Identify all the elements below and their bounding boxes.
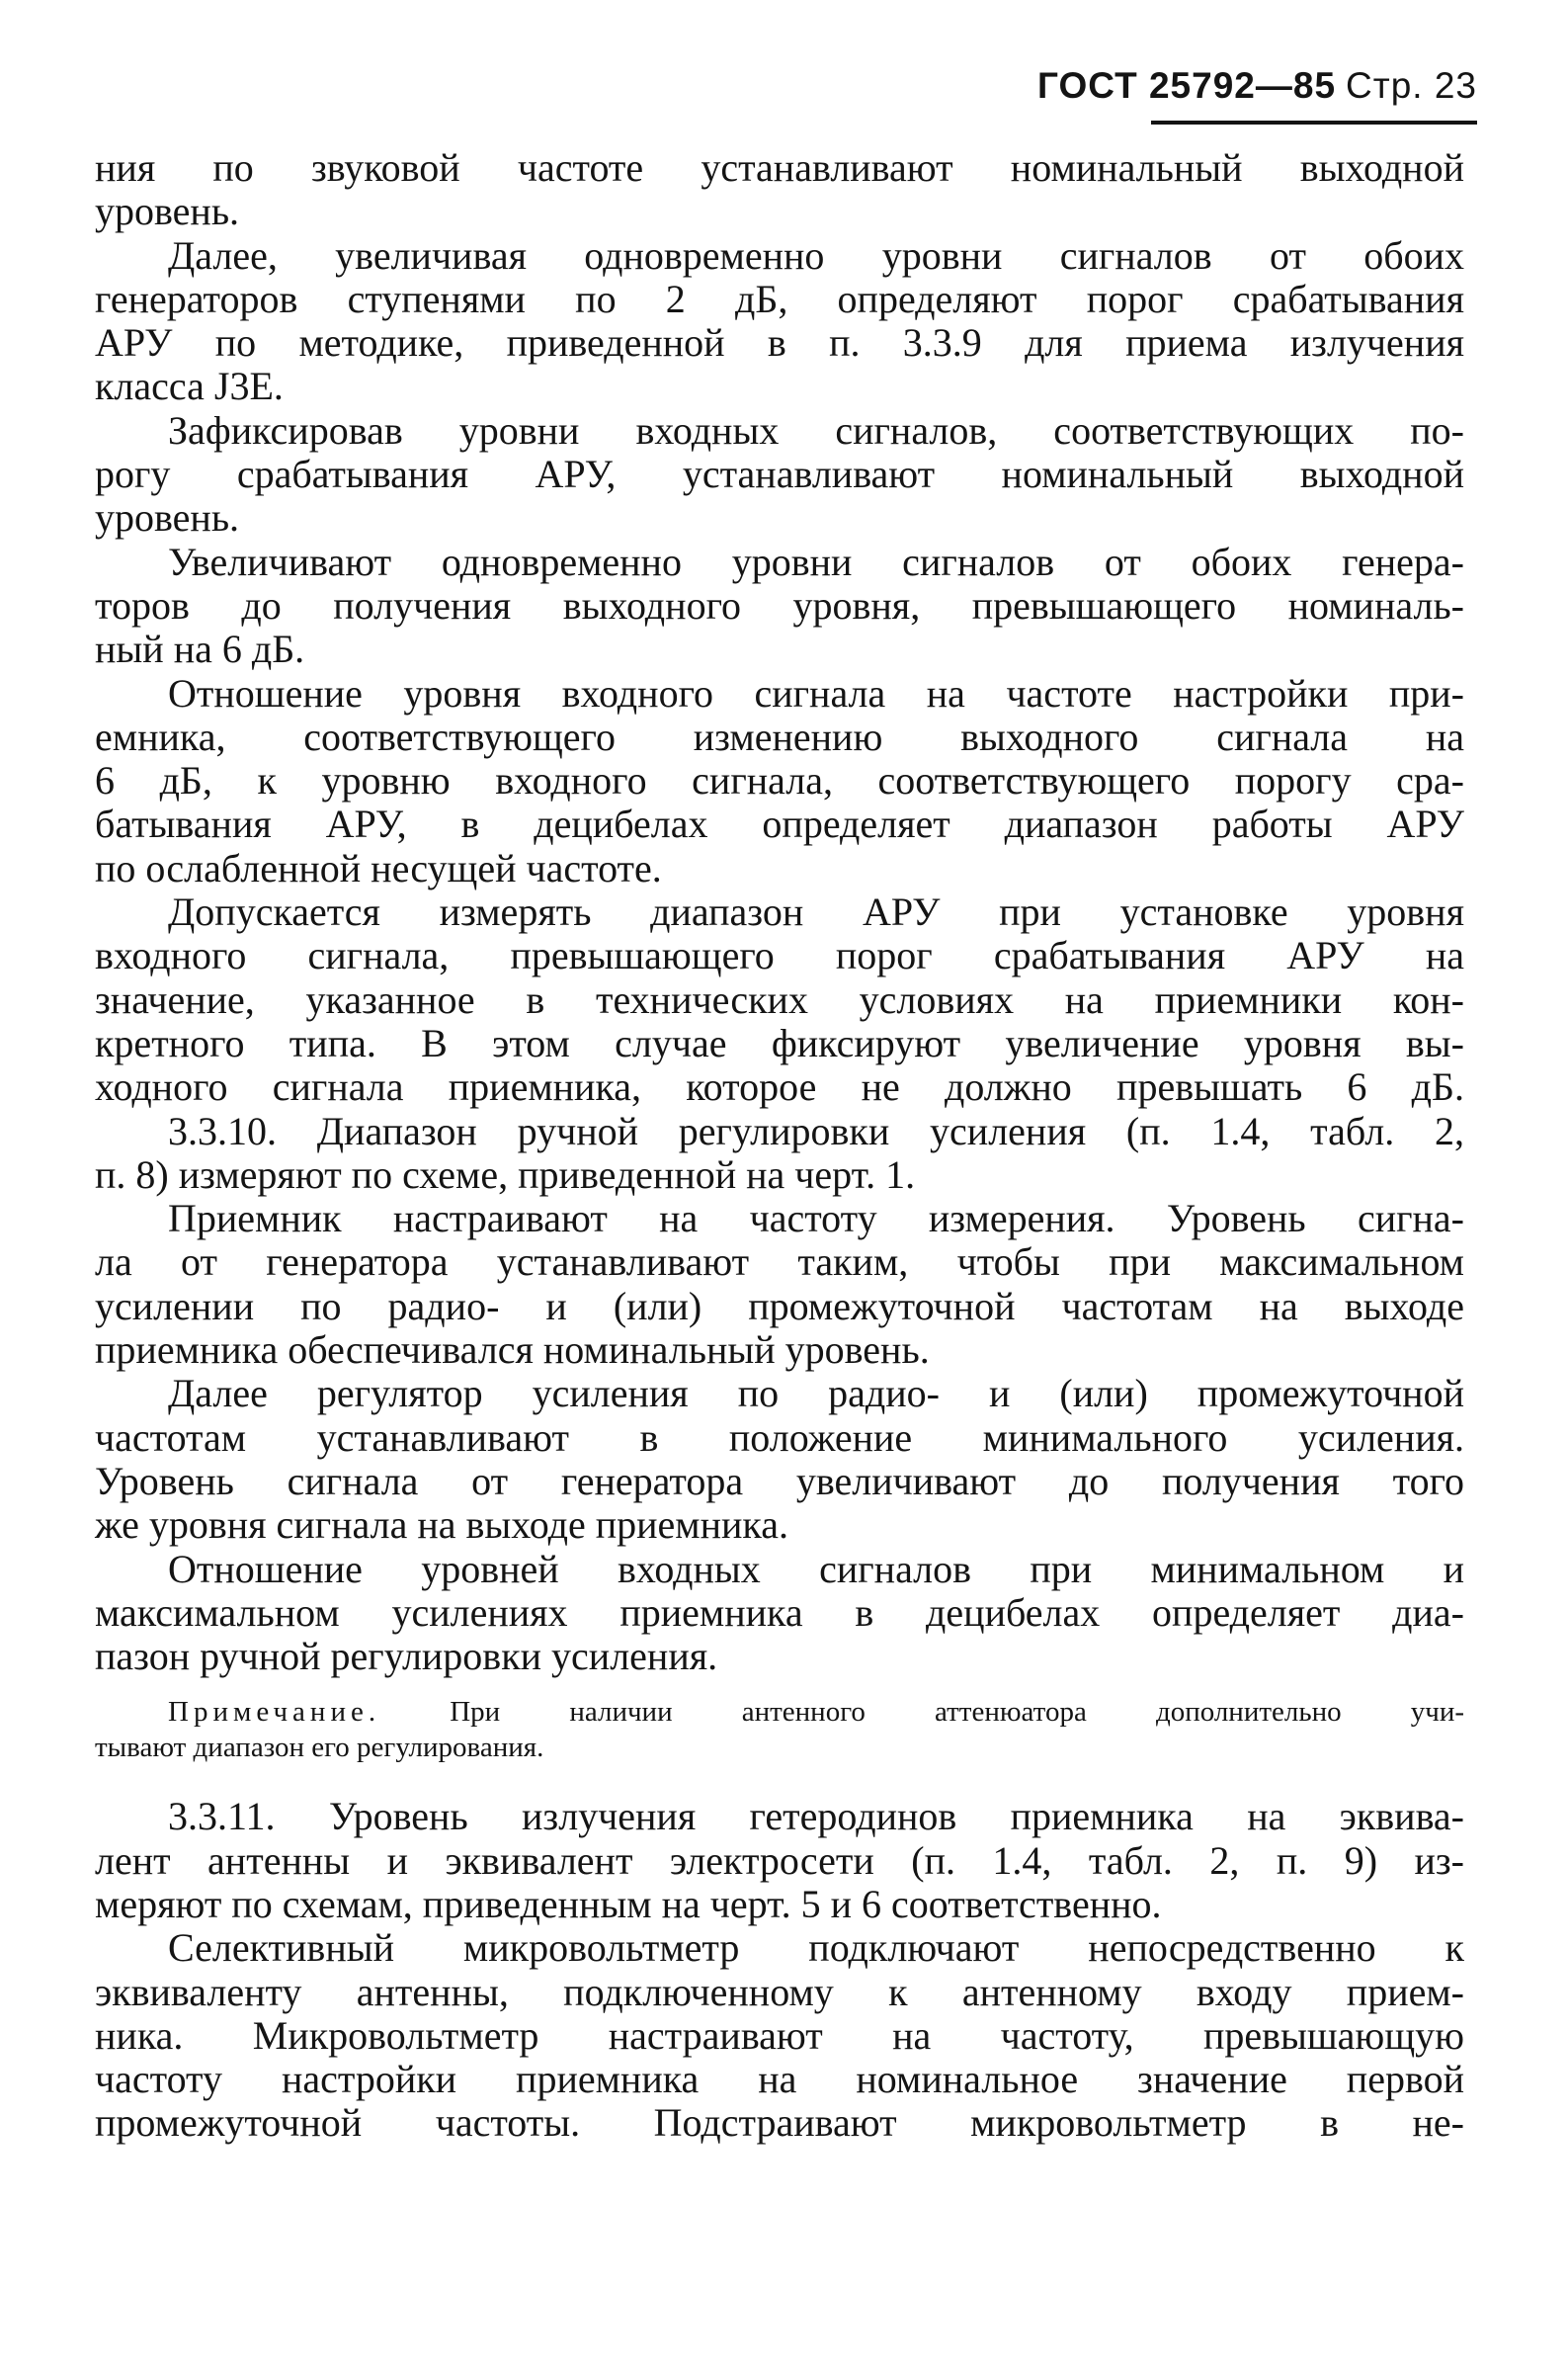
text-line: батывания АРУ, в децибелах определяет диапазон работы АРУ — [95, 802, 1464, 847]
text-line: промежуточной частоты. Подстраивают микровольтметр в не- — [95, 2100, 1464, 2146]
text-line: 6 дБ, к уровню входного сигнала, соответствующего порогу сра- — [95, 758, 1464, 804]
note-label: Примечание. — [168, 1696, 381, 1729]
page-number: Стр. 23 — [1346, 65, 1477, 106]
text-line: класса J3E. — [95, 364, 284, 409]
text-line: Приемник настраивают на частоту измерения. Уровень сигна- — [168, 1196, 1464, 1241]
note — [95, 1694, 1464, 1730]
text-line: рогу срабатывания АРУ, устанавливают номинальный выходной — [95, 452, 1464, 497]
text-line: АРУ по методике, приведенной в п. 3.3.9 для приема излучения — [95, 320, 1464, 366]
text-line: Увеличивают одновременно уровни сигналов от обоих генера- — [168, 539, 1464, 584]
text-line: лент антенны и эквивалент электросети (п. 1.4, табл. 2, п. 9) из- — [95, 1837, 1464, 1883]
text-line: значение, указанное в технических условиях на приемники кон- — [95, 976, 1464, 1022]
text-line: Селективный микровольтметр подключают непосредственно к — [168, 1925, 1464, 1971]
doc-code: ГОСТ 25792—85 — [1037, 65, 1337, 106]
text-line: Далее, увеличивая одновременно уровни сигналов от обоих — [168, 232, 1464, 278]
text-line: Зафиксировав уровни входных сигналов, соответствующих по- — [168, 407, 1464, 453]
text-line: приемника обеспечивался номинальный уровень. — [95, 1327, 930, 1373]
text-line: частоту настройки приемника на номинальное значение первой — [95, 2057, 1464, 2102]
text-line: Уровень сигнала от генератора увеличивают до получения того — [95, 1458, 1464, 1503]
text-line: максимальном усилениях приемника в децибелах определяет диа- — [95, 1589, 1464, 1635]
text-line: Отношение уровня входного сигнала на частоте настройки при- — [168, 670, 1464, 716]
text-line: 3.3.11. Уровень излучения гетеродинов приемника на эквива- — [168, 1794, 1464, 1839]
text-line: емника, соответствующего изменению выходного сигнала на — [95, 714, 1464, 759]
page-body — [95, 146, 1464, 2146]
text-line: же уровня сигнала на выходе приемника. — [95, 1502, 788, 1548]
text-line: меряют по схемам, приведенным на черт. 5 и 6 соответственно. — [95, 1881, 1162, 1926]
text-line: торов до получения выходного уровня, превышающего номиналь- — [95, 582, 1464, 628]
header-rule — [1151, 121, 1477, 125]
text-line: кретного типа. В этом случае фиксируют увеличение уровня вы- — [95, 1020, 1464, 1065]
page-header — [1023, 65, 1477, 134]
text-line: входного сигнала, превышающего порог срабатывания АРУ на — [95, 933, 1464, 978]
note-line: тывают диапазон его регулирования. — [95, 1732, 544, 1764]
text-line: ния по звуковой частоте устанавливают номинальный выходной — [95, 145, 1464, 190]
text-line: уровень. — [95, 189, 240, 234]
text-line: ника. Микровольтметр настраивают на частоту, превышающую — [95, 2012, 1464, 2058]
text-line: уровень. — [95, 495, 240, 541]
text-line: ный на 6 дБ. — [95, 627, 305, 672]
text-line: по ослабленной несущей частоте. — [95, 845, 662, 890]
header-title — [1037, 65, 1477, 107]
text-line: эквиваленту антенны, подключенному к антенному входу прием- — [95, 1969, 1464, 2014]
text-line: пазон ручной регулировки усиления. — [95, 1634, 718, 1679]
text-line: генераторов ступенями по 2 дБ, определяют порог срабатывания — [95, 276, 1464, 321]
text-line: ходного сигнала приемника, которое не должно превышать 6 дБ. — [95, 1064, 1464, 1110]
text-line: частотам устанавливают в положение минимального усиления. — [95, 1414, 1464, 1460]
text-line: 3.3.10. Диапазон ручной регулировки усиления (п. 1.4, табл. 2, — [168, 1108, 1464, 1153]
text-line: усилении по радио- и (или) промежуточной частотам на выходе — [95, 1283, 1464, 1328]
text-line: п. 8) измеряют по схеме, приведенной на черт. 1. — [95, 1151, 916, 1197]
text-line: Допускается измерять диапазон АРУ при установке уровня — [168, 889, 1464, 935]
text-line: Далее регулятор усиления по радио- и (или) промежуточной — [168, 1371, 1464, 1416]
note-text: При наличии антенного аттенюатора дополнительно учи- — [450, 1696, 1465, 1729]
text-line: Отношение уровней входных сигналов при минимальном и — [168, 1546, 1464, 1591]
text-line: ла от генератора устанавливают таким, чтобы при максимальном — [95, 1239, 1464, 1285]
